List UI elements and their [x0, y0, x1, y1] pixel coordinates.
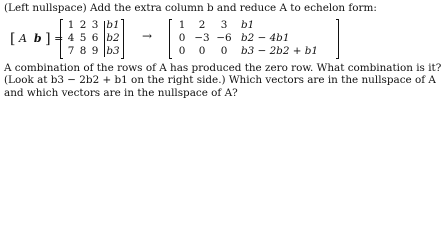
- equation: [8, 17, 346, 61]
- left-bracket: [60, 19, 63, 59]
- right-bracket: [121, 19, 124, 59]
- left-bracket: [169, 19, 172, 59]
- augmented-matrix: 1 2 3 b1 4 5 6 b2 7 8 9 b3: [60, 18, 124, 59]
- paragraph-line: A combination of the rows of A has produced the zero row. What combination is it?: [4, 61, 441, 74]
- page: [0, 0, 441, 110]
- exercise-title: (Left nullspace) Add the extra column b and reduce A to echelon form:: [4, 2, 377, 14]
- arrow-icon: →: [142, 28, 153, 43]
- echelon-matrix: 1 2 3 b1 0 −3 −6 b2 − 4b1 0 0 0 b3 − 2b2 + b1: [169, 18, 339, 59]
- augmented-matrix-label: [ A b ] =: [10, 30, 64, 47]
- paragraph-line: and which vectors are in the nullspace of A?: [4, 86, 238, 99]
- paragraph-line: (Look at b3 − 2b2 + b1 on the right side.) Which vectors are in the nullspace of A: [4, 74, 436, 87]
- right-bracket: [336, 19, 339, 59]
- augment-separator: [104, 21, 105, 57]
